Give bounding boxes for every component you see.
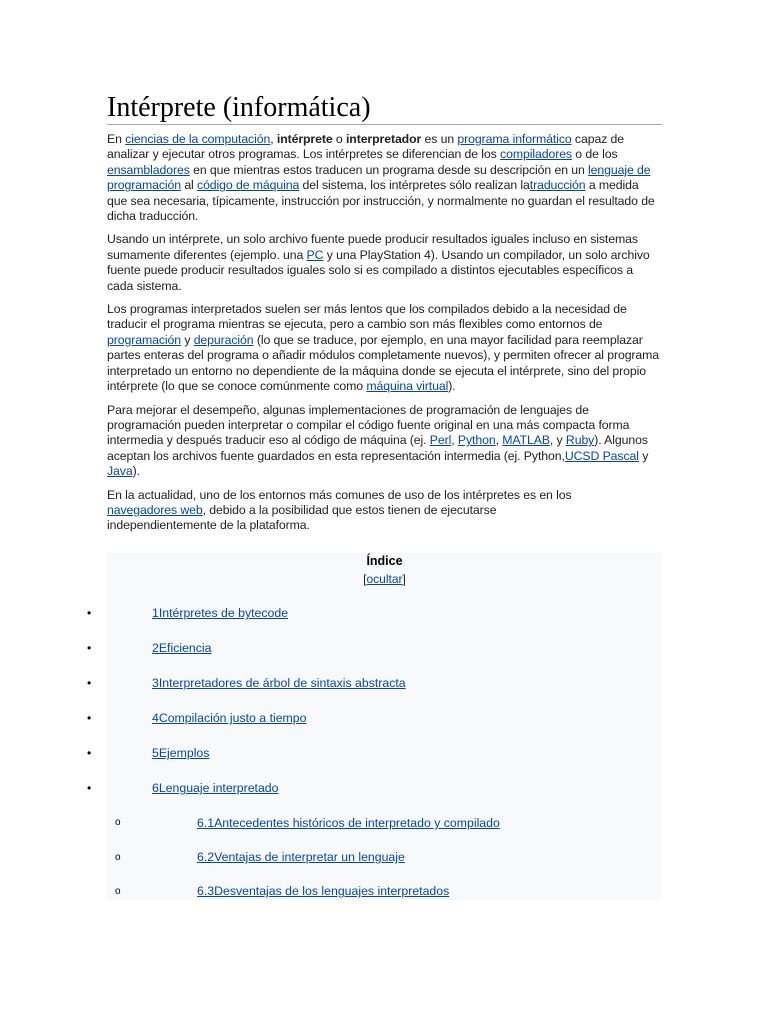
toc-item[interactable]: 4Compilación justo a tiempo xyxy=(152,711,307,725)
link-programa-informatico[interactable]: programa informático xyxy=(457,132,572,146)
link-java[interactable]: Java xyxy=(107,464,133,479)
list-sub-bullet: o xyxy=(115,886,121,897)
list-bullet: • xyxy=(87,746,92,760)
text: ). xyxy=(448,379,456,394)
link-compiladores[interactable]: compiladores xyxy=(500,147,572,162)
link-ciencias-computacion[interactable]: ciencias de la computación xyxy=(125,132,271,146)
text: ). xyxy=(132,464,140,479)
toc-subitem[interactable]: 6.1Antecedentes históricos de interpretado y compilado xyxy=(197,816,500,830)
text: , debido a la posibilidad que estos tienen de ejecutarse independientemente de la plataforma. xyxy=(107,502,497,533)
text: o de los xyxy=(571,147,618,162)
bracket: ] xyxy=(402,572,406,586)
link-traduccion[interactable]: traducción xyxy=(529,178,586,193)
article xyxy=(107,92,662,534)
text: del sistema, los intérpretes sólo realizan la xyxy=(299,178,530,193)
toc-item[interactable]: 1Intérpretes de bytecode xyxy=(152,606,289,620)
toc-subitem[interactable]: 6.3Desventajas de los lenguajes interpretados xyxy=(197,884,450,898)
bold-interprete: intérprete xyxy=(276,132,333,146)
list-bullet: • xyxy=(87,781,92,795)
text: o xyxy=(332,132,346,146)
link-lenguaje-programacion[interactable]: lenguaje de programación xyxy=(107,162,651,193)
text: , y xyxy=(549,433,566,448)
toc-subitem[interactable]: 6.2Ventajas de interpretar un lenguaje xyxy=(197,850,405,864)
list-bullet: • xyxy=(87,676,92,690)
text: En xyxy=(107,132,126,146)
text: y una PlayStation 4). Usando un compilador, un solo archivo fuente puede producir resultados iguales solo si es compilado a distintos ejecutables específicos a cada sistema. xyxy=(107,247,650,293)
link-depuracion[interactable]: depuración xyxy=(193,332,254,347)
link-navegadores-web[interactable]: navegadores web xyxy=(107,502,203,517)
link-ucsd-pascal[interactable]: UCSD Pascal xyxy=(564,448,639,463)
link-python[interactable]: Python xyxy=(457,433,496,448)
link-maquina-virtual[interactable]: máquina virtual xyxy=(366,379,449,394)
toc-title: Índice xyxy=(366,554,403,568)
paragraph-intro xyxy=(107,132,662,224)
text: y xyxy=(181,332,194,347)
toc-item[interactable]: 3Interpretadores de árbol de sintaxis abstracta xyxy=(152,676,406,690)
text: (lo que se traduce, por ejemplo, en una mayor facilidad para reemplazar partes enteras del programa o añadir módulos completamente nuevos), y permiten ofrecer al programa interpretado un entorno no dependiente de la máquina donde se ejecuta el intérprete, sino del propio intérprete (lo que se conoce comúnmente como xyxy=(107,332,660,394)
text: , xyxy=(451,433,458,448)
list-sub-bullet: o xyxy=(115,852,121,863)
list-bullet: • xyxy=(87,641,92,655)
page-title: Intérprete (informática) xyxy=(107,92,662,125)
paragraph-5 xyxy=(107,488,577,534)
paragraph-3 xyxy=(107,302,662,394)
text: ). Algunos aceptan los archivos fuente guardados en esta representación intermedia (ej. Python, xyxy=(107,433,648,463)
paragraph-2 xyxy=(107,232,662,294)
link-pc[interactable]: PC xyxy=(306,247,324,262)
toc-hide-control xyxy=(107,571,662,587)
text: capaz de analizar y ejecutar otros programas. Los intérpretes se diferencian de los xyxy=(107,132,625,162)
link-matlab[interactable]: MATLAB xyxy=(502,433,550,448)
text: es un xyxy=(421,132,458,146)
paragraph-4 xyxy=(107,403,662,480)
text: y xyxy=(638,448,649,463)
text: a medida que sea necesaria, típicamente, instrucción por instrucción, y normalmente no guardan el resultado de dicha traducción. xyxy=(107,178,655,224)
toc-item[interactable]: 5Ejemplos xyxy=(152,746,210,760)
link-programacion[interactable]: programación xyxy=(107,332,181,347)
bracket: [ xyxy=(363,572,367,586)
list-bullet: • xyxy=(87,606,92,620)
text: Para mejorar el desempeño, algunas implementaciones de programación de lenguajes de programación pueden interpretar o compilar el código fuente original en una más compacta forma intermedia y después traducir eso al código de máquina (ej. xyxy=(107,402,630,448)
text: Usando un intérprete, un solo archivo fuente puede producir resultados iguales incluso en sistemas sumamente diferentes (ejemplo. una xyxy=(107,232,638,262)
link-perl[interactable]: Perl xyxy=(429,433,452,448)
toc-item[interactable]: 2Eficiencia xyxy=(152,641,212,655)
toc-item[interactable]: 6Lenguaje interpretado xyxy=(152,781,279,795)
text: al xyxy=(181,178,198,193)
list-bullet: • xyxy=(87,711,92,725)
text: Los programas interpretados suelen ser más lentos que los compilados debido a la necesidad de traducir el programa mientras se ejecuta, pero a cambio son más flexibles como entornos de xyxy=(107,302,627,332)
text: , xyxy=(495,433,503,448)
toc-hide-link[interactable]: ocultar xyxy=(366,572,403,586)
bold-interpretador: interpretador xyxy=(345,132,422,146)
link-ruby[interactable]: Ruby xyxy=(565,433,595,448)
link-ensambladores[interactable]: ensambladores xyxy=(107,162,190,177)
text: en que mientras estos traducen un programa desde su descripción en un xyxy=(189,162,589,177)
link-codigo-maquina[interactable]: código de máquina xyxy=(197,178,300,193)
text: En la actualidad, uno de los entornos más comunes de uso de los intérpretes es en los xyxy=(107,487,572,502)
list-sub-bullet: o xyxy=(115,817,121,828)
text: , xyxy=(270,132,277,146)
